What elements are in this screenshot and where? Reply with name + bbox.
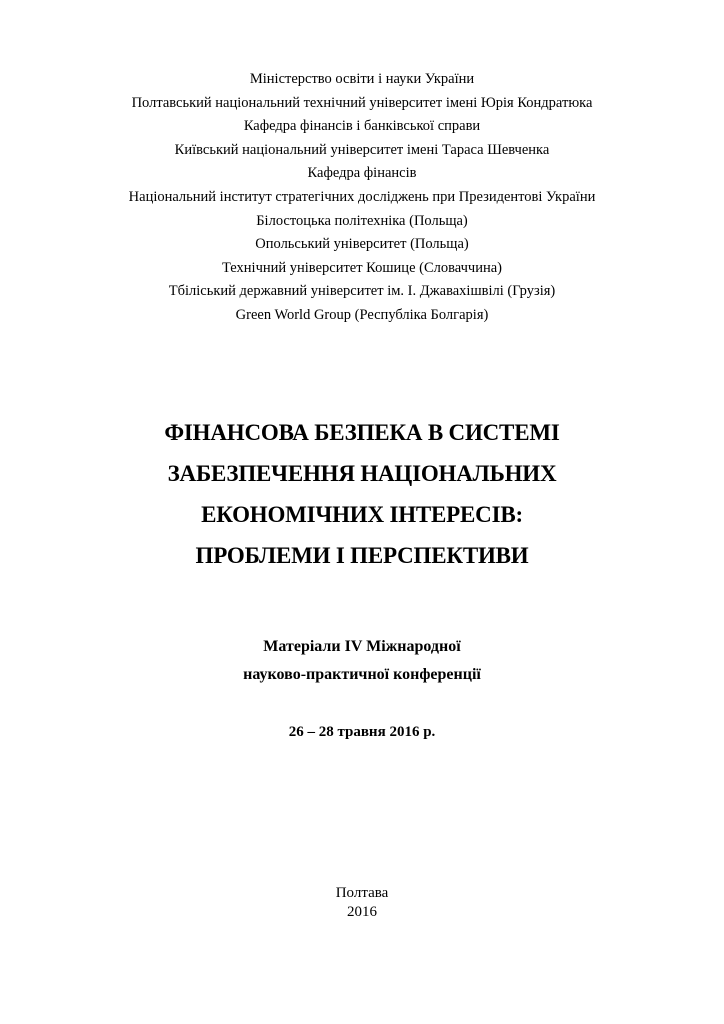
document-title [0, 412, 724, 576]
title-line: ЗАБЕЗПЕЧЕННЯ НАЦІОНАЛЬНИХ [167, 461, 557, 486]
title-line: ЕКОНОМІЧНИХ ІНТЕРЕСІВ: [201, 502, 523, 527]
conference-dates: 26 – 28 травня 2016 р. [288, 724, 436, 740]
publication-city: Полтава [335, 885, 389, 901]
title-line: ПРОБЛЕМИ І ПЕРСПЕКТИВИ [195, 543, 529, 568]
organization-line: Білостоцька політехніка (Польща) [256, 212, 468, 229]
organization-line: Національний інститут стратегічних досліджень при Президентові України [128, 188, 596, 205]
organization-line: Тбіліський державний університет ім. І. Джавахішвілі (Грузія) [168, 283, 556, 300]
conference-subtitle [0, 633, 724, 689]
organizations-block [0, 68, 724, 328]
organization-line: Київський національний університет імені Тараса Шевченка [174, 141, 550, 158]
organization-line: Кафедра фінансів і банківської справи [243, 118, 481, 135]
organization-line: Кафедра фінансів [307, 165, 417, 182]
organization-line: Міністерство освіти і науки України [249, 71, 475, 87]
publication-year: 2016 [347, 904, 377, 920]
organization-line: Green World Group (Республіка Болгарія) [235, 306, 489, 323]
subtitle-line: науково-практичної конференції [243, 666, 481, 683]
subtitle-line: Матеріали IV Міжнародної [263, 638, 461, 655]
organization-line: Полтавський національний технічний університет імені Юрія Кондратюка [131, 94, 593, 111]
publication-place [0, 884, 724, 922]
title-line: ФІНАНСОВА БЕЗПЕКА В СИСТЕМІ [164, 420, 560, 445]
organization-line: Опольський університет (Польща) [255, 236, 469, 253]
organization-line: Технічний університет Кошице (Словаччина) [221, 259, 502, 276]
